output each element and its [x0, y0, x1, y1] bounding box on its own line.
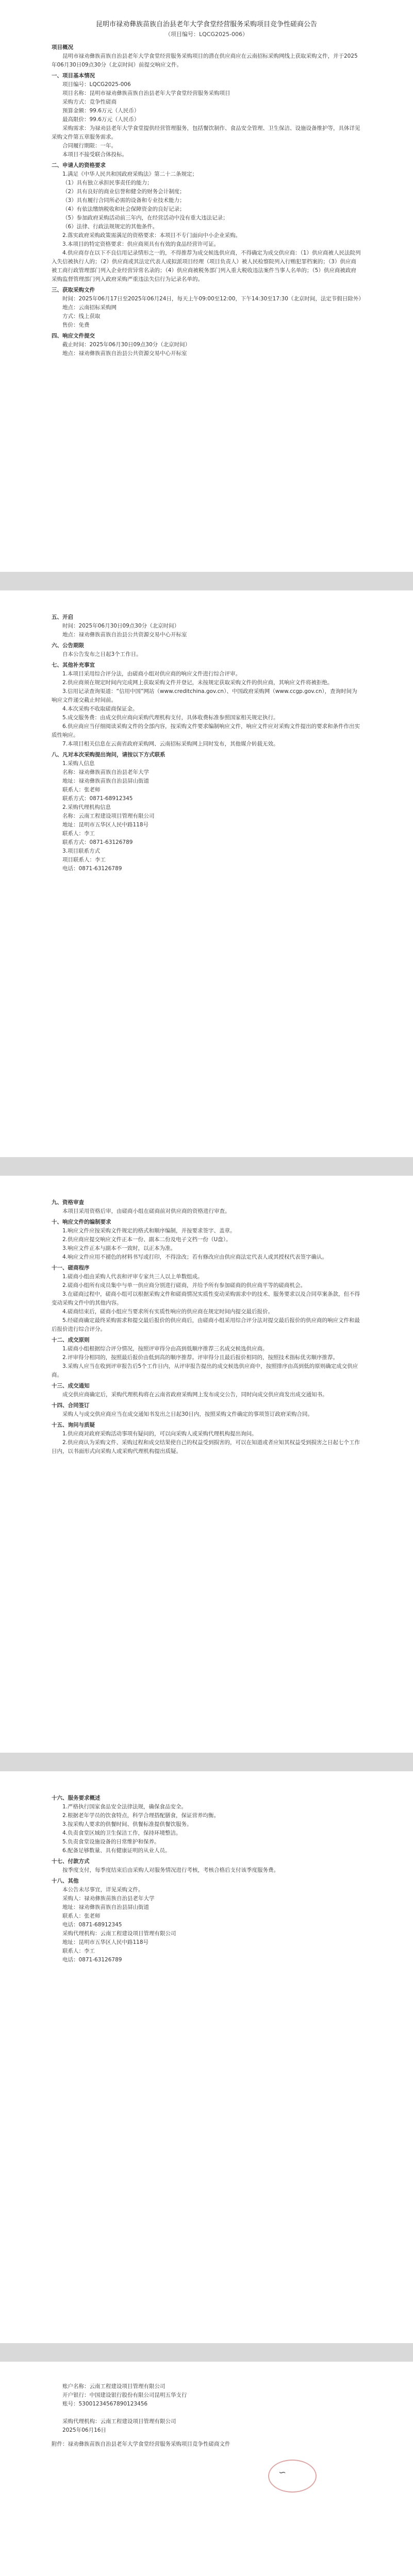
paragraph: 采购代理机构：云南工程建设项目管理有限公司 — [62, 1930, 176, 1937]
section-heading: 十七、付款方式 — [52, 1858, 90, 1865]
paragraph: 项目联系人：李工 — [62, 857, 106, 863]
paragraph: （6）法律、行政法规规定的其他条件。 — [62, 224, 158, 230]
paragraph: 本公告未尽事宜，详见采购文件。 — [62, 1887, 144, 1893]
paragraph — [52, 2409, 361, 2417]
signature: ∽ — [278, 2467, 287, 2478]
paragraph: 电话：0871-63126789 — [62, 866, 122, 872]
section-heading: 八、凡对本次采购提出询问，请按以下方式联系 — [52, 752, 166, 758]
section-heading: 十二、成交原则 — [52, 1337, 90, 1343]
paragraph: 昆明市禄劝彝族苗族自治县老年大学食堂经营服务采购项目的潜在供应商应在云南招标采购网线上获取采购文件，并于2025年06月30日09点30分（北京时间）前提交响应文件。 — [52, 53, 358, 68]
paragraph: 2.评审得分相同的，按照最后报价由低到高的顺序推荐。评审得分且最后报价相同的，按照技术指标优劣顺序推荐。 — [62, 1354, 339, 1361]
paragraph: 采购需求：为禄劝县老年大学食堂提供经营管理服务，包括餐饮制作、食品安全管理、卫生保洁、设施设备维护等，具体详见采购文件第五章服务需求。 — [52, 125, 360, 140]
paragraph: 2025年06月16日 — [62, 2427, 106, 2433]
paragraph: 地址：昆明市五华区人民中路118号 — [62, 822, 149, 828]
paragraph: 地址：禄劝彝族苗族自治县屏山街道 — [62, 778, 149, 784]
paragraph: 项目编号：LQCG2025-006 — [62, 81, 131, 88]
section-heading: 一、项目基本情况 — [52, 73, 95, 79]
section-heading: 十、响应文件的编制要求 — [52, 1219, 111, 1225]
page-1-body — [52, 43, 364, 358]
paragraph: 联系方式：0871-68912345 — [62, 795, 133, 802]
paragraph: （5）参加政府采购活动前三年内，在经营活动中没有重大违法记录； — [62, 215, 228, 221]
paragraph: 售价：免费 — [62, 322, 90, 328]
paragraph: 1.严格执行国家食品安全法律法规，确保食品安全。 — [62, 1804, 187, 1810]
paragraph: 3.采购人应当在收到评审报告后5个工作日内，从评审报告提出的成交候选供应商中，按照排序由高到低的原则确定成交供应商。 — [52, 1363, 358, 1378]
paragraph: 3.信用记录查询渠道：“信用中国”网站（www.creditchina.gov.cn）、中国政府采购网（www.ccgp.gov.cn），查询时间为响应文件递交截止时间前。 — [52, 688, 357, 703]
paragraph: 地址：禄劝彝族苗族自治县屏山街道 — [62, 1904, 149, 1910]
document-page-1 — [0, 0, 413, 572]
paragraph: 采购代理机构：云南工程建设项目管理有限公司 — [62, 2418, 176, 2425]
paragraph: 5.成交服务费：由成交供应商向采购代理机构支付，具体收费标准参照国家相关规定执行。 — [62, 715, 279, 721]
paragraph: 6.供应商应当仔细阅读采购文件的全部内容，按采购文件要求编制响应文件，响应文件应对采购文件提出的要求和条件作出实质性响应。 — [52, 723, 360, 738]
paragraph: 5.经磋商确定最终采购需求和提交最后报价的供应商后，由磋商小组采用综合评分法对提交最后报价的供应商的响应文件和最后报价进行综合评分。 — [52, 1317, 360, 1332]
paragraph: 按季度支付，每季度结束后由采购人对服务情况进行考核，考核合格后支付该季度服务费。 — [62, 1867, 279, 1873]
paragraph: 名称：禄劝彝族苗族自治县老年大学 — [62, 769, 149, 775]
paragraph: 项目名称：昆明市禄劝彝族苗族自治县老年大学食堂经营服务采购项目 — [62, 90, 230, 96]
paragraph: 账户名称：云南工程建设项目管理有限公司 — [62, 2383, 166, 2389]
page-2-body — [52, 613, 361, 873]
paragraph: 联系方式：0871-63126789 — [62, 839, 133, 845]
paragraph: 名称：云南工程建设项目管理有限公司 — [62, 813, 155, 819]
paragraph: 方式：线上获取 — [62, 313, 101, 319]
paragraph: 1.磋商小组由采购人代表和评审专家共三人以上单数组成。 — [62, 1274, 203, 1280]
paragraph: 地点：禄劝彝族苗族自治县公共资源交易中心开标室 — [62, 632, 187, 638]
paragraph: 1.采购人信息 — [62, 760, 95, 767]
section-heading: 项目概况 — [52, 44, 73, 50]
paragraph: 1.本项目采用综合评分法，由磋商小组对供应商的响应文件进行综合评审。 — [62, 671, 241, 677]
paragraph: 2.采购代理机构信息 — [62, 804, 111, 810]
section-heading: 十八、其他 — [52, 1878, 79, 1884]
page-5-body — [52, 2382, 361, 2435]
paragraph: 采购人与成交供应商应当在成交通知书发出之日起30日内，按照采购文件确定的事项签订政府采购合同。 — [62, 1411, 313, 1417]
paragraph: 2.供应商应提交响应文件正本一份、副本二份及电子文档一份（U盘）。 — [62, 1236, 232, 1243]
section-heading: 十一、磋商程序 — [52, 1265, 90, 1271]
paragraph: 联系人：张老师 — [62, 787, 101, 793]
page-3-body — [52, 1198, 361, 1456]
document-page-3 — [0, 1176, 413, 1753]
paragraph: 5.负责食堂设施设备的日常维护和保养。 — [62, 1839, 160, 1845]
section-heading: 十六、服务要求概述 — [52, 1795, 101, 1801]
section-heading: 三、获取采购文件 — [52, 287, 95, 293]
document-page-5 — [0, 2362, 413, 2576]
paragraph: （4）有依法缴纳税收和社会保障资金的良好记录； — [62, 206, 185, 212]
paragraph: 4.本次采购不收取磋商保证金。 — [62, 706, 138, 712]
section-heading: 五、开启 — [52, 614, 73, 620]
page-gap — [0, 1157, 413, 1176]
paragraph: 地点：禄劝彝族苗族自治县公共资源交易中心开标室 — [62, 350, 187, 357]
paragraph: （3）具有履行合同所必需的设备和专业技术能力； — [62, 197, 185, 204]
paragraph: 时间：2025年06月30日09点30分（北京时间） — [62, 623, 180, 629]
document-page-4 — [0, 1771, 413, 2343]
paragraph: 3.按采购人要求的供餐时间、供餐标准提供餐饮服务。 — [62, 1821, 192, 1827]
paragraph: 自本公告发布之日起3个工作日。 — [62, 651, 142, 657]
paragraph: 账号：53001234567890123456 — [62, 2401, 148, 2407]
section-heading: 十五、询问与质疑 — [52, 1422, 95, 1428]
section-heading: 十四、合同签订 — [52, 1402, 90, 1409]
section-heading: 六、公告期限 — [52, 642, 84, 649]
paragraph: 电话：0871-68912345 — [62, 1922, 122, 1928]
paragraph: 联系人：李工 — [62, 831, 95, 837]
document-page-2 — [0, 590, 413, 1157]
paragraph: 3.本项目的特定资格要求：供应商须具有有效的食品经营许可证。 — [62, 241, 220, 247]
official-seal — [268, 2460, 317, 2493]
paragraph: （2）具有良好的商业信誉和健全的财务会计制度； — [62, 189, 185, 195]
paragraph: 2.供应商须在规定时间内完成网上获取采购文件并登记，未按规定获取采购文件的供应商，其响应文件将被拒绝。 — [62, 680, 333, 686]
paragraph: 本项目不接受联合体投标。 — [62, 151, 127, 158]
paragraph: 4.响应文件应用不褪色的材料书写或打印，不得涂改；若有修改应由供应商法定代表人或其授权代表签字确认。 — [62, 1254, 328, 1260]
paragraph: 3.在磋商过程中，磋商小组可以根据采购文件和磋商情况实质性变动采购需求中的技术、服务要求以及合同草案条款，但不得变动采购文件中的其他内容。 — [52, 1291, 360, 1306]
paragraph: 3.响应文件正本与副本不一致时，以正本为准。 — [62, 1245, 176, 1251]
paragraph: 3.项目联系方式 — [62, 848, 101, 854]
paragraph: 采购人：禄劝彝族苗族自治县老年大学 — [62, 1895, 155, 1902]
paragraph: 地点：云南招标采购网 — [62, 304, 117, 311]
paragraph: 本项目采用资格后审，由磋商小组在磋商前对供应商的资格进行审查。 — [62, 1208, 230, 1214]
attachment-note: 附件：禄劝彝族苗族自治县老年大学食堂经营服务采购项目竞争性磋商文件 — [52, 2441, 230, 2447]
paragraph: 截止时间：2025年06月30日09点30分（北京时间） — [62, 342, 191, 348]
paragraph: （1）具有独立承担民事责任的能力； — [62, 180, 153, 186]
paragraph: 联系人：李工 — [62, 1948, 95, 1954]
paragraph: 成交供应商确定后，采购代理机构将在云南省政府采购网上发布成交公告，同时向成交供应商发出成交通知书。 — [62, 1392, 328, 1398]
page-gap — [0, 572, 413, 590]
section-heading: 七、其他补充事宜 — [52, 662, 95, 668]
paragraph: 7.本项目相关信息在云南省政府采购网、云南招标采购网上同时发布，其他媒介转载无效。 — [62, 741, 279, 747]
section-heading: 四、响应文件提交 — [52, 333, 95, 339]
paragraph: 开户银行：中国建设银行股份有限公司昆明五华支行 — [62, 2392, 187, 2398]
paragraph: 4.供应商存在以下不良信用记录情形之一的，不得推荐为成交候选供应商，不得确定为成交供应商：（1）供应商被人民法院列入失信被执行人的；（2）供应商或其法定代表人或拟派项目经理（项目负责人）被人民检察院列入行贿犯罪档案的；（3）供应商被工商行政管理部门列入企业经营异常名录的；（4）供应商被税务部门列入重大税收违法案件当事人名单的；（5）供应商被政府采购监督管理部门列入政府采购严重违法失信行为记录名单的。 — [52, 250, 361, 282]
paragraph: 1.磋商小组根据综合评分情况，按照评审得分由高到低顺序推荐三名成交候选供应商。 — [62, 1346, 268, 1352]
paragraph: 最高限价：99.6万元（人民币） — [62, 116, 140, 123]
paragraph: 合同履行期限：一年。 — [62, 143, 117, 149]
section-heading: 九、资格审查 — [52, 1199, 84, 1206]
paragraph: 4.磋商结束后，磋商小组应当要求所有实质性响应的供应商在规定时间内提交最后报价。 — [62, 1309, 274, 1315]
page-title: 昆明市禄劝彝族苗族自治县老年大学食堂经营服务采购项目竞争性磋商公告 — [95, 21, 317, 28]
paragraph: 2.供应商认为采购文件、采购过程和成交结果使自己的权益受到损害的，可以在知道或者应知其权益受到损害之日起七个工作日内，以书面形式向采购人或采购代理机构提出质疑。 — [52, 1439, 360, 1454]
paragraph: 6.配备足够数量、具有健康证明的从业人员。 — [62, 1848, 171, 1854]
paragraph: 2.磋商小组所有成员集中与单一供应商分别进行磋商，并给予所有参加磋商的供应商平等的磋商机会。 — [62, 1282, 306, 1289]
section-heading: 十三、成交通知 — [52, 1383, 90, 1389]
paragraph: 4.负责食堂区域的卫生保洁工作，保持环境整洁。 — [62, 1830, 181, 1836]
paragraph: 预算金额：99.6万元（人民币） — [62, 108, 140, 114]
paragraph: 2.落实政府采购政策需满足的资格要求：本项目不专门面向中小企业采购。 — [62, 232, 241, 239]
paragraph: 地址：昆明市五华区人民中路118号 — [62, 1939, 149, 1945]
paragraph: 1.满足《中华人民共和国政府采购法》第二十二条规定； — [62, 171, 198, 177]
page-gap — [0, 2343, 413, 2362]
paragraph: 联系人：张老师 — [62, 1913, 101, 1919]
page-gap — [0, 1753, 413, 1771]
paragraph: 时间：2025年06月17日至2025年06月24日，每天上午09:00至12:00，下午14:30至17:30（北京时间，法定节假日除外） — [62, 296, 364, 302]
paragraph: 2.根据老年学员的饮食特点，科学合理搭配膳食，保证营养均衡。 — [62, 1812, 220, 1819]
section-heading: 二、申请人的资格要求 — [52, 162, 106, 168]
paragraph: 1.供应商对政府采购活动事项有疑问的，可以向采购人或采购代理机构提出询问。 — [62, 1431, 257, 1437]
page-4-body — [52, 1794, 361, 1964]
paragraph: 采购方式：竞争性磋商 — [62, 99, 117, 105]
project-code: （项目编号：LQCG2025-006） — [165, 31, 248, 38]
paragraph: 电话：0871-63126789 — [62, 1957, 122, 1963]
paragraph: 1.响应文件应按采购文件规定的格式和顺序编制，并按要求签字、盖章。 — [62, 1228, 236, 1234]
